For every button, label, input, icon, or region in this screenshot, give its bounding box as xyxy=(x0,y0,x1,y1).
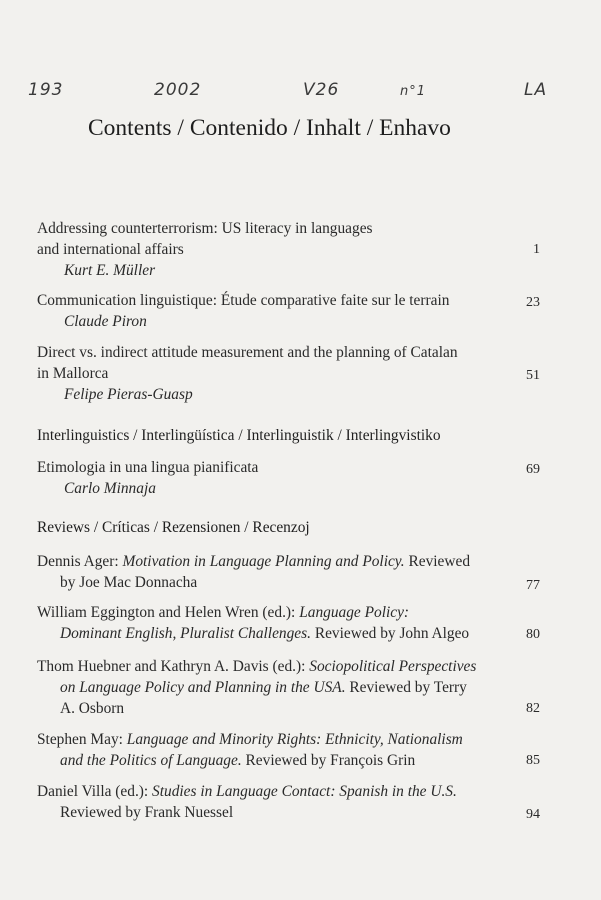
toc-entry[interactable] xyxy=(37,342,537,405)
review-author: Stephen May: xyxy=(37,731,127,748)
review-line xyxy=(37,656,537,677)
review-continuation: A. Osborn xyxy=(60,700,125,717)
handwritten-note-code: LA xyxy=(524,80,548,100)
review-book-title: Motivation in Language Planning and Policy. xyxy=(122,553,405,570)
toc-entry[interactable] xyxy=(37,290,537,332)
review-tail: Reviewed by John Algeo xyxy=(310,625,470,642)
review-line xyxy=(37,602,537,623)
entry-page-number: 69 xyxy=(526,462,540,477)
review-book-title-cont: and the Politics of Language. xyxy=(60,752,242,769)
entry-page-number: 1 xyxy=(533,242,540,257)
entry-title-line: Communication linguistique: Étude comparative faite sur le terrain xyxy=(37,292,450,309)
handwritten-note-volume: V26 xyxy=(303,80,340,100)
entry-author: Claude Piron xyxy=(64,313,147,330)
review-author: Thom Huebner and Kathryn A. Davis (ed.): xyxy=(37,658,310,675)
entry-title-line: in Mallorca xyxy=(37,365,109,382)
entry-title-line: and international affairs xyxy=(37,241,184,258)
handwritten-note-issue: n°1 xyxy=(400,84,427,99)
entry-title-line: Direct vs. indirect attitude measurement and the planning of Catalan xyxy=(37,344,458,361)
review-book-title: Sociopolitical Perspectives xyxy=(309,658,477,675)
review-entry[interactable] xyxy=(37,781,537,823)
entry-page-number: 94 xyxy=(526,807,540,822)
review-book-title-cont: on Language Policy and Planning in the USA. xyxy=(60,679,346,696)
page-title: Contents / Contenido / Inhalt / Enhavo xyxy=(88,115,451,141)
review-line xyxy=(37,551,537,572)
review-entry[interactable] xyxy=(37,729,537,771)
review-book-title-cont: Dominant English, Pluralist Challenges. xyxy=(60,625,311,642)
review-continuation: by Joe Mac Donnacha xyxy=(60,574,198,591)
review-author: Dennis Ager: xyxy=(37,553,123,570)
review-book-title: Language Policy: xyxy=(299,604,410,621)
entry-author: Kurt E. Müller xyxy=(64,262,156,279)
entry-title-line: Addressing counterterrorism: US literacy in languages xyxy=(37,220,373,237)
review-continuation xyxy=(37,677,537,698)
entry-author: Felipe Pieras-Guasp xyxy=(64,386,193,403)
entry-page-number: 82 xyxy=(526,701,540,716)
review-entry[interactable] xyxy=(37,551,537,593)
review-tail: Reviewed by François Grin xyxy=(241,752,416,769)
toc-entry[interactable] xyxy=(37,457,537,499)
entry-page-number: 80 xyxy=(526,627,540,642)
toc-entry[interactable] xyxy=(37,218,537,281)
review-book-title: Language and Minority Rights: Ethnicity, Nationalism xyxy=(126,731,463,748)
review-book-title: Studies in Language Contact: Spanish in the U.S. xyxy=(152,783,457,800)
entry-author: Carlo Minnaja xyxy=(64,480,156,497)
section-heading-reviews: Reviews / Críticas / Rezensionen / Recenzoj xyxy=(37,519,310,536)
review-entry[interactable] xyxy=(37,656,537,719)
review-entry[interactable] xyxy=(37,602,537,644)
review-continuation xyxy=(37,750,537,771)
handwritten-note-number: 193 xyxy=(28,80,64,100)
handwritten-note-year: 2002 xyxy=(154,80,202,100)
review-line xyxy=(37,729,537,750)
review-line xyxy=(37,781,537,802)
review-continuation: Reviewed by Frank Nuessel xyxy=(60,804,234,821)
review-author: William Eggington and Helen Wren (ed.): xyxy=(37,604,300,621)
entry-page-number: 51 xyxy=(526,368,540,383)
entry-title-line: Etimologia in una lingua pianificata xyxy=(37,459,259,476)
review-tail: Reviewed xyxy=(404,553,471,570)
section-heading-interlinguistics: Interlinguistics / Interlingüística / Interlinguistik / Interlingvistiko xyxy=(37,427,441,444)
entry-page-number: 23 xyxy=(526,295,540,310)
review-continuation xyxy=(37,623,537,644)
entry-page-number: 85 xyxy=(526,753,540,768)
review-tail: Reviewed by Terry xyxy=(345,679,467,696)
entry-page-number: 77 xyxy=(526,578,540,593)
review-author: Daniel Villa (ed.): xyxy=(37,783,153,800)
